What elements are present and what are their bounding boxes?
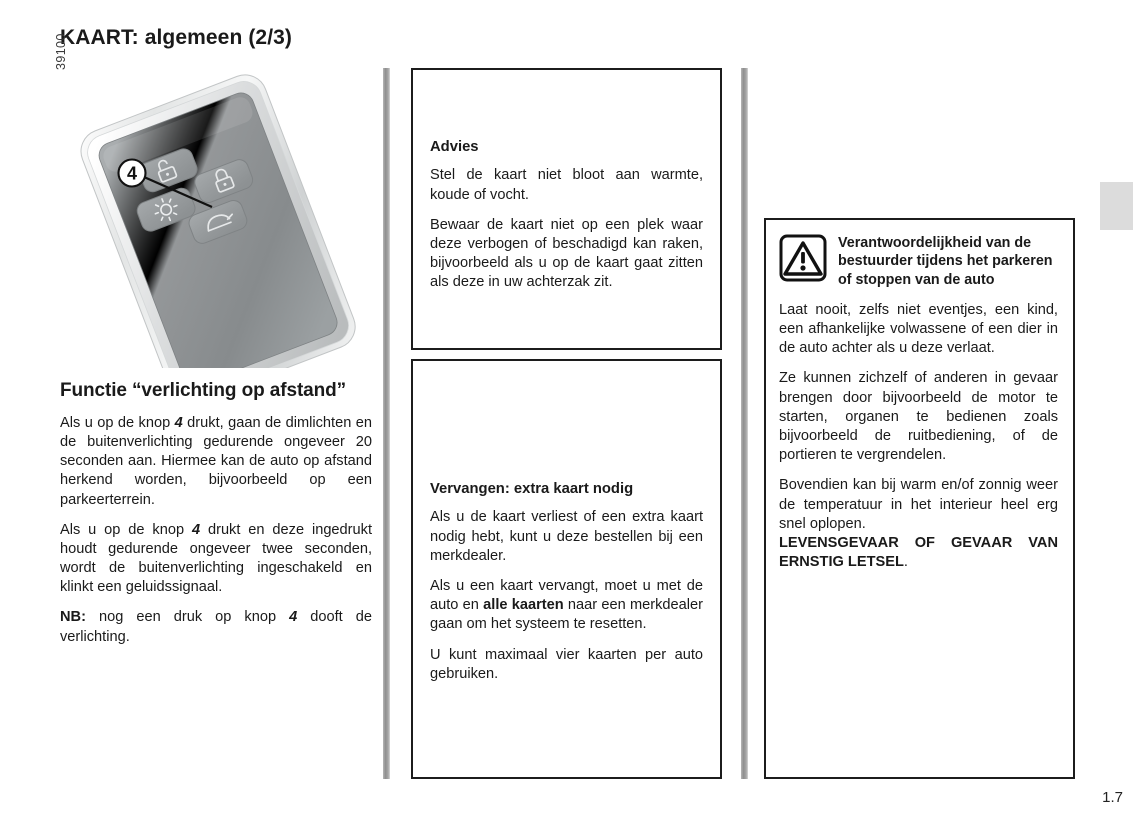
vervangen-box: [411, 359, 722, 779]
column-separator-left: [383, 68, 390, 779]
warning-body: [779, 301, 1058, 534]
advies-paragraph: Stel de kaart niet bloot aan warmte, koude of vocht.: [430, 167, 703, 203]
page-number: 1.7: [1102, 789, 1123, 806]
left-section-paragraph: NB: nog een druk op knop 4 dooft de verlichting.: [60, 609, 372, 645]
advies-box: [411, 68, 722, 350]
page-title-subject: algemeen (2/3): [144, 26, 292, 49]
advies-body: [430, 166, 703, 292]
vervangen-paragraph: U kunt maximaal vier kaarten per auto gebruiken.: [430, 646, 703, 682]
warning-triangle-icon: [779, 234, 827, 282]
warning-title: Verantwoordelijkheid van de bestuurder tijdens het parkeren of stoppen van de auto: [838, 235, 1053, 288]
page-title-label: KAART:: [60, 26, 139, 49]
warning-final-text: LEVENSGEVAAR OF GEVAAR VAN ERNSTIG LETSEL: [779, 534, 1058, 571]
vervangen-paragraph: Als u een kaart vervangt, moet u met de auto en alle kaarten naar een merkdealer gaan om het systeem te resetten.: [430, 578, 703, 633]
warning-final-statement: [779, 534, 1058, 572]
page-title: [60, 26, 292, 50]
warning-box: [764, 218, 1075, 779]
warning-paragraph: Bovendien kan bij warm en/of zonnig weer de temperatuur in het interieur heel erg snel oplopen.: [779, 477, 1058, 532]
vervangen-heading: Vervangen: extra kaart nodig: [430, 481, 634, 497]
warning-paragraph: Ze kunnen zichzelf of anderen in gevaar brengen door bijvoorbeeld de motor te starten, organen te bedienen zoals bijvoorbeeld de ruitbediening, of de portieren te vergrendelen.: [779, 370, 1058, 464]
figure-reference-code: 39100: [54, 33, 68, 70]
vervangen-body: [430, 508, 703, 684]
warning-final-period: .: [903, 554, 908, 571]
callout-4: [119, 160, 146, 187]
left-section-body: [60, 414, 372, 647]
left-section-paragraph: Als u op de knop 4 drukt en deze ingedrukt houdt gedurende ongeveer twee seconden, wordt de buitenverlichting ingeschakeld en klinkt een geluidssignaal.: [60, 521, 372, 596]
vervangen-paragraph: Als u de kaart verliest of een extra kaart nodig hebt, kunt u deze bestellen bij een merkdealer.: [430, 509, 703, 564]
callout-4-label: 4: [126, 163, 138, 184]
column-separator-right: [741, 68, 748, 779]
left-section-paragraph: Als u op de knop 4 drukt, gaan de dimlichten en de buitenverlichting gedurende ongeveer 20 seconden aan. Hiermee kan de auto op afstand herkend worden, bijvoorbeeld op een parkeerterrein.: [60, 414, 372, 508]
advies-paragraph: Bewaar de kaart niet op een plek waar deze verbogen of beschadigd kan raken, bijvoorbeeld als u op de kaart gaat zitten als deze in uw achterzak zit.: [430, 216, 703, 291]
warning-header: [779, 232, 1058, 289]
keycard-illustration: [60, 68, 372, 368]
section-edge-tab-marker: [1100, 182, 1133, 230]
advies-heading: Advies: [430, 139, 479, 155]
left-section-heading: Functie “verlichting op afstand”: [60, 380, 347, 401]
warning-paragraph: Laat nooit, zelfs niet eventjes, een kind, een afhankelijke volwassene of een dier in de auto achter als u deze verlaat.: [779, 301, 1058, 357]
